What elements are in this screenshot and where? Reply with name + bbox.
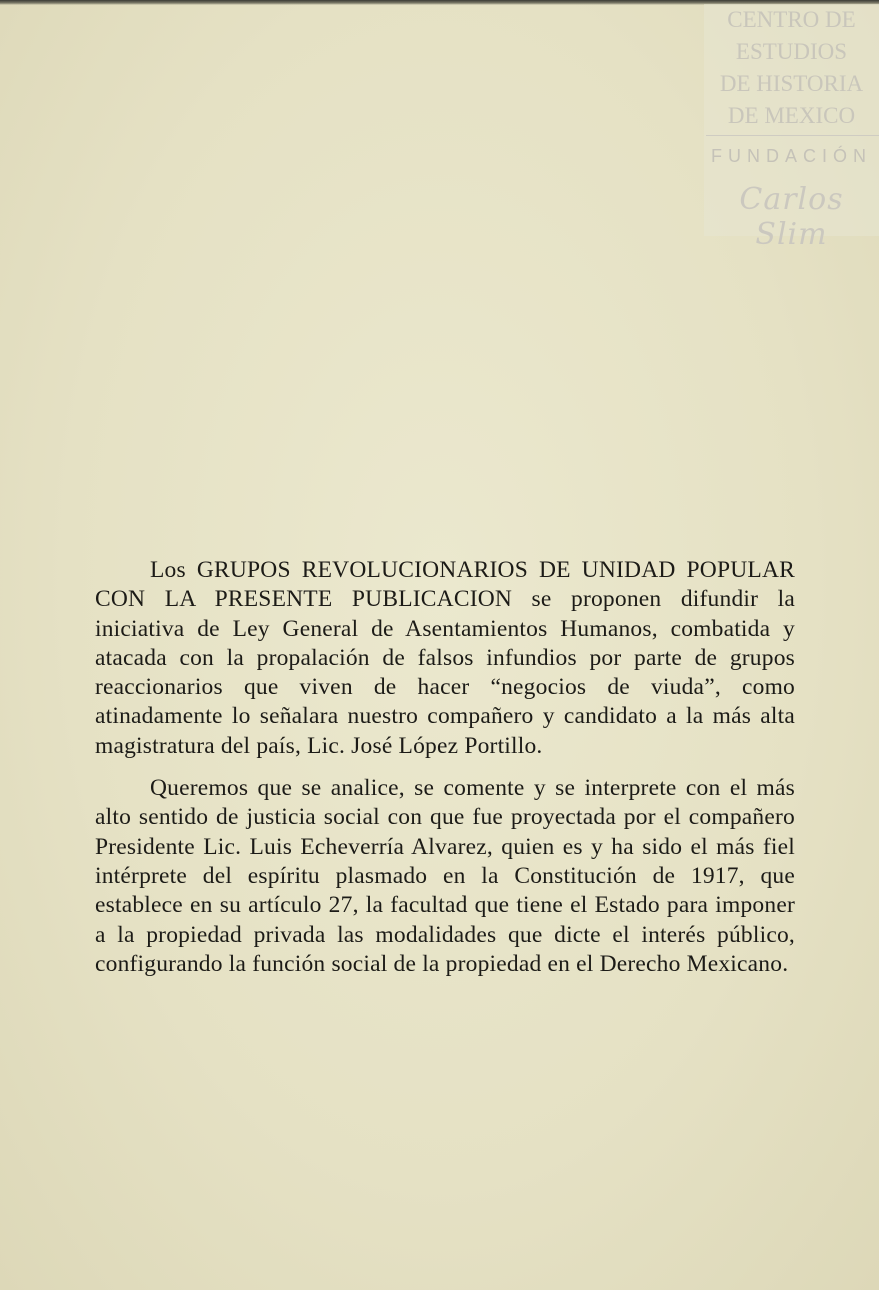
body-text (95, 556, 795, 979)
paragraph-2: Queremos que se analice, se comente y se interprete con el más alto sentido de justicia social con que fue proyectada por el compañero Presidente Lic. Luis Echeverría Alvarez, quien es y ha sido el más fiel intérprete del espíritu plasmado en la Constitución de 1917, que establece en su artículo 27, la facultad que tiene el Estado para imponer a la propiedad privada las modalidades que dicte el interés público, configurando la función social de la propiedad en el Derecho Mexicano. (95, 775, 795, 977)
watermark-line: DE HISTORIA (719, 71, 864, 96)
paragraph-1: Los GRUPOS REVOLUCIONARIOS DE UNIDAD POPULAR CON LA PRESENTE PUBLICACION se proponen difundir la iniciativa de Ley General de Asentamientos Humanos, combatida y atacada con la propalación de falsos infundios por parte de grupos reaccionarios que viven de hacer “negocios de viuda”, como atinadamente lo señalara nuestro compañero y candidato a la más alta magistratura del país, Lic. José López Portillo. (95, 557, 795, 759)
watermark-signature: Carlos Slim (739, 182, 844, 252)
watermark-foundation: FUNDACIÓN (711, 146, 872, 166)
watermark-line: DE MEXICO (727, 103, 856, 128)
archive-watermark (704, 4, 879, 252)
watermark-divider (706, 135, 879, 136)
watermark-line: ESTUDIOS (735, 39, 848, 64)
watermark-line: CENTRO DE (727, 7, 856, 32)
